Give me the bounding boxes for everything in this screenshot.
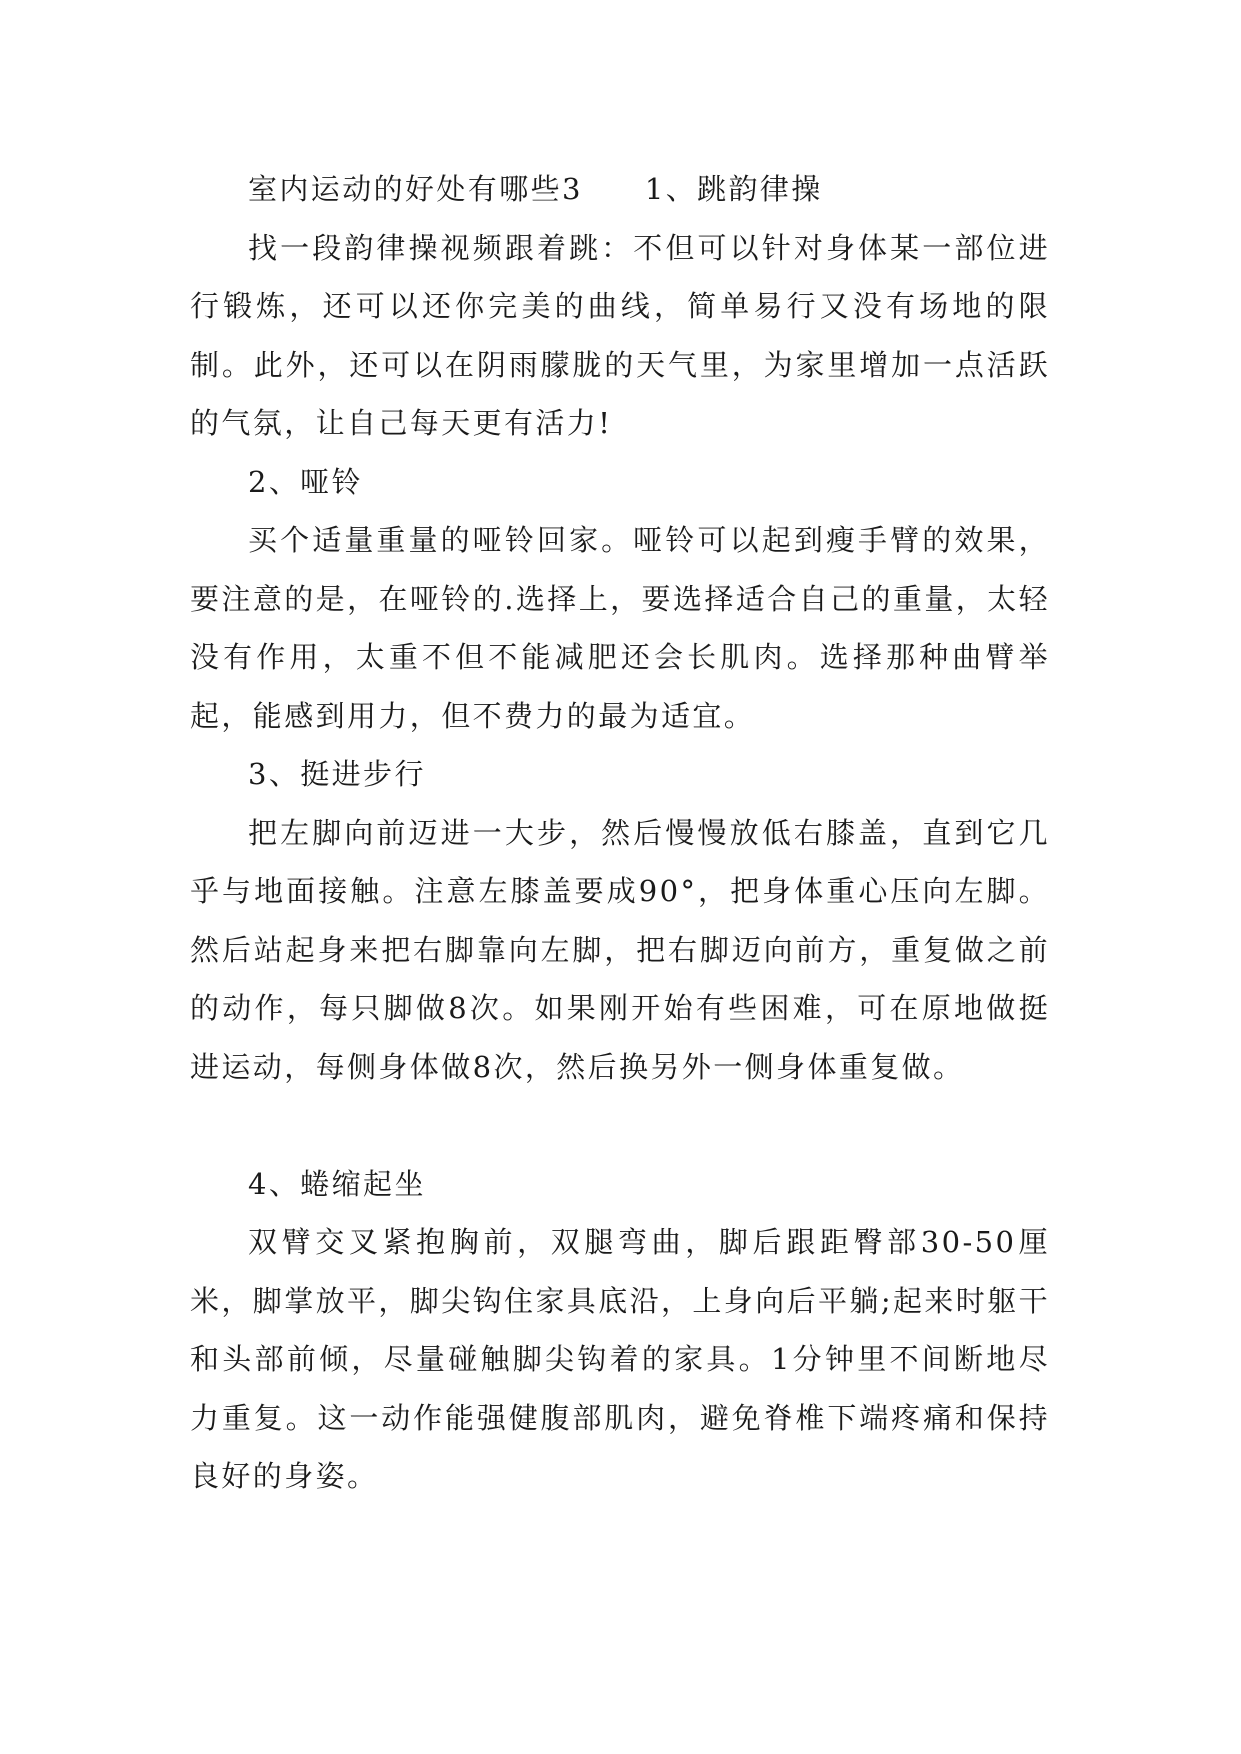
section-text-3: 把左脚向前迈进一大步，然后慢慢放低右膝盖，直到它几乎与地面接触。注意左膝盖要成90°，把身体重心压向左脚。然后站起身来把右脚靠向左脚，把右脚迈向前方，重复做之前的动作，每只脚做8次。如果刚开始有些困难，可在原地做挺进运动，每侧身体做8次，然后换另外一侧身体重复做。 — [190, 815, 1050, 1084]
document-title: 室内运动的好处有哪些3 — [248, 172, 583, 206]
blank-line — [190, 1096, 1050, 1155]
section-heading-3: 3、挺进步行 — [248, 757, 426, 791]
section-heading-1: 1、跳韵律操 — [644, 172, 823, 206]
section-text-4: 双臂交叉紧抱胸前，双腿弯曲，脚后跟距臀部30-50厘米，脚掌放平，脚尖钩住家具底沿，上身向后平躺;起来时躯干和头部前倾，尽量碰触脚尖钩着的家具。1分钟里不间断地尽力重复。这一动作能强健腹部肌肉，避免脊椎下端疼痛和保持良好的身姿。 — [190, 1225, 1050, 1493]
section-heading-2: 2、哑铃 — [248, 464, 364, 499]
section-text-2: 买个适量重量的哑铃回家。哑铃可以起到瘦手臂的效果，要注意的是，在哑铃的.选择上，要选择适合自己的重量，太轻没有作用，太重不但不能减肥还会长肌肉。选择那种曲臂举起，能感到用力，但不费力的最为适宜。 — [190, 523, 1050, 733]
document-body — [190, 160, 1050, 1506]
section-text-1: 找一段韵律操视频跟着跳：不但可以针对身体某一部位进行锻炼，还可以还你完美的曲线，简单易行又没有场地的限制。此外，还可以在阴雨朦胧的天气里，为家里增加一点活跃的气氛，让自己每天更有活力! — [190, 230, 1050, 440]
section-heading-4: 4、蜷缩起坐 — [248, 1166, 426, 1201]
title-line — [190, 160, 1050, 219]
